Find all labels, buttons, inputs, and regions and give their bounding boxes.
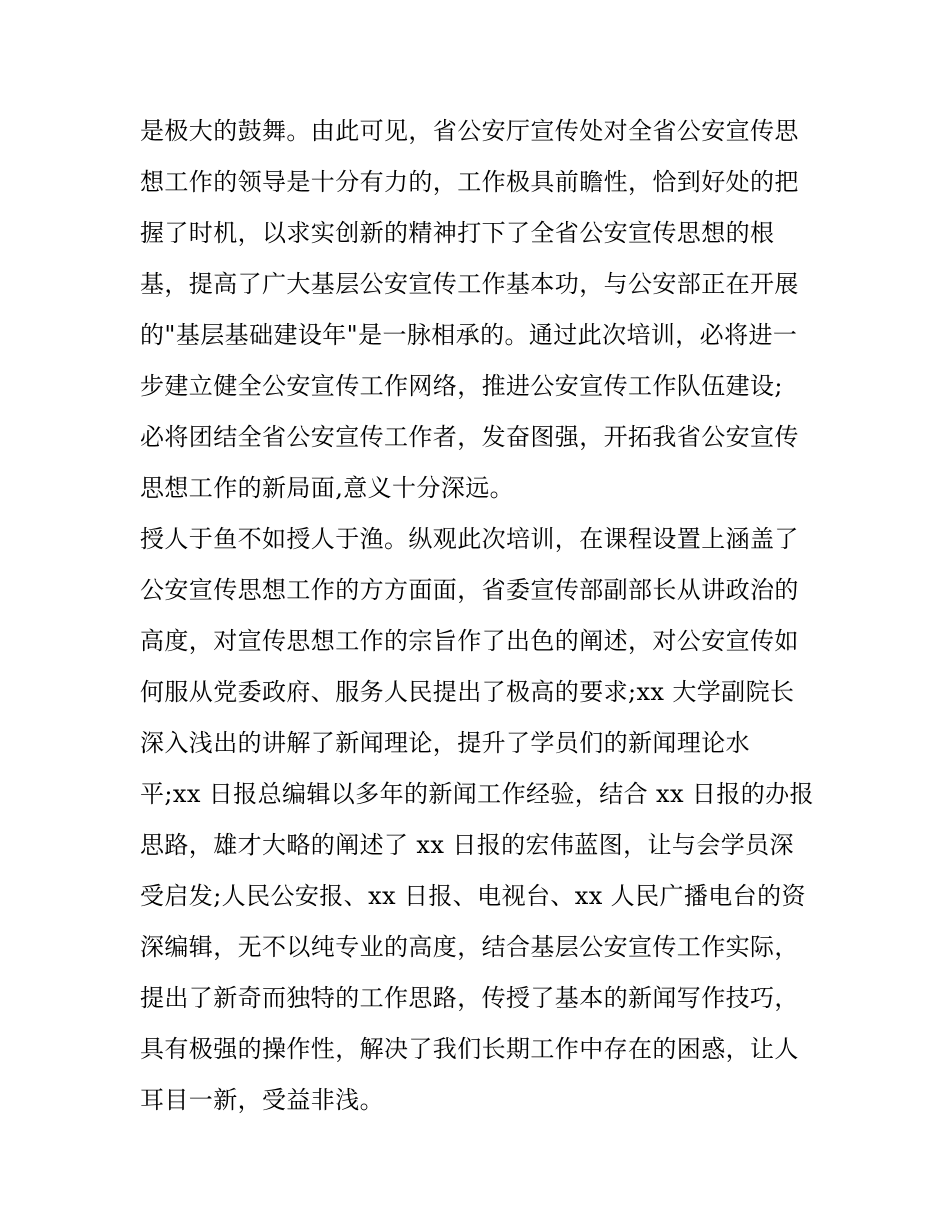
text-line: 受启发;人民公安报、xx 日报、电视台、xx 人民广播电台的资	[140, 882, 806, 910]
text-line: 何服从党委政府、服务人民提出了极高的要求;xx 大学副院长	[140, 678, 795, 706]
text-line: 握了时机，以求实创新的精神打下了全省公安宣传思想的根	[140, 219, 775, 247]
text-line: 深编辑，无不以纯专业的高度，结合基层公安宣传工作实际，	[140, 933, 799, 961]
text-line: 基，提高了广大基层公安宣传工作基本功，与公安部正在开展	[140, 270, 799, 298]
text-line: 提出了新奇而独特的工作思路，传授了基本的新闻写作技巧，	[140, 984, 799, 1012]
text-line: 的"基层基础建设年"是一脉相承的。通过此次培训，必将进一	[140, 321, 798, 349]
text-line: 平;xx 日报总编辑以多年的新闻工作经验，结合 xx 日报的办报	[140, 780, 814, 808]
text-line: 深入浅出的讲解了新闻理论，提升了学员们的新闻理论水	[140, 729, 750, 757]
text-line: 步建立健全公安宣传工作网络，推进公安宣传工作队伍建设;	[140, 372, 783, 400]
text-line: 公安宣传思想工作的方方面面，省委宣传部副部长从讲政治的	[140, 576, 799, 604]
text-line: 授人于鱼不如授人于渔。纵观此次培训，在课程设置上涵盖了	[140, 525, 799, 553]
text-line: 思想工作的新局面,意义十分深远。	[140, 474, 515, 502]
text-line: 是极大的鼓舞。由此可见，省公安厅宣传处对全省公安宣传思	[140, 117, 799, 145]
text-line: 想工作的领导是十分有力的，工作极具前瞻性，恰到好处的把	[140, 168, 799, 196]
text-line: 具有极强的操作性，解决了我们长期工作中存在的困惑，让人	[140, 1035, 799, 1063]
text-line: 思路，雄才大略的阐述了 xx 日报的宏伟蓝图，让与会学员深	[140, 831, 794, 859]
body-text	[140, 106, 820, 1126]
text-line: 高度，对宣传思想工作的宗旨作了出色的阐述，对公安宣传如	[140, 627, 799, 655]
text-line: 耳目一新，受益非浅。	[140, 1086, 384, 1114]
text-line: 必将团结全省公安宣传工作者，发奋图强，开拓我省公安宣传	[140, 423, 799, 451]
